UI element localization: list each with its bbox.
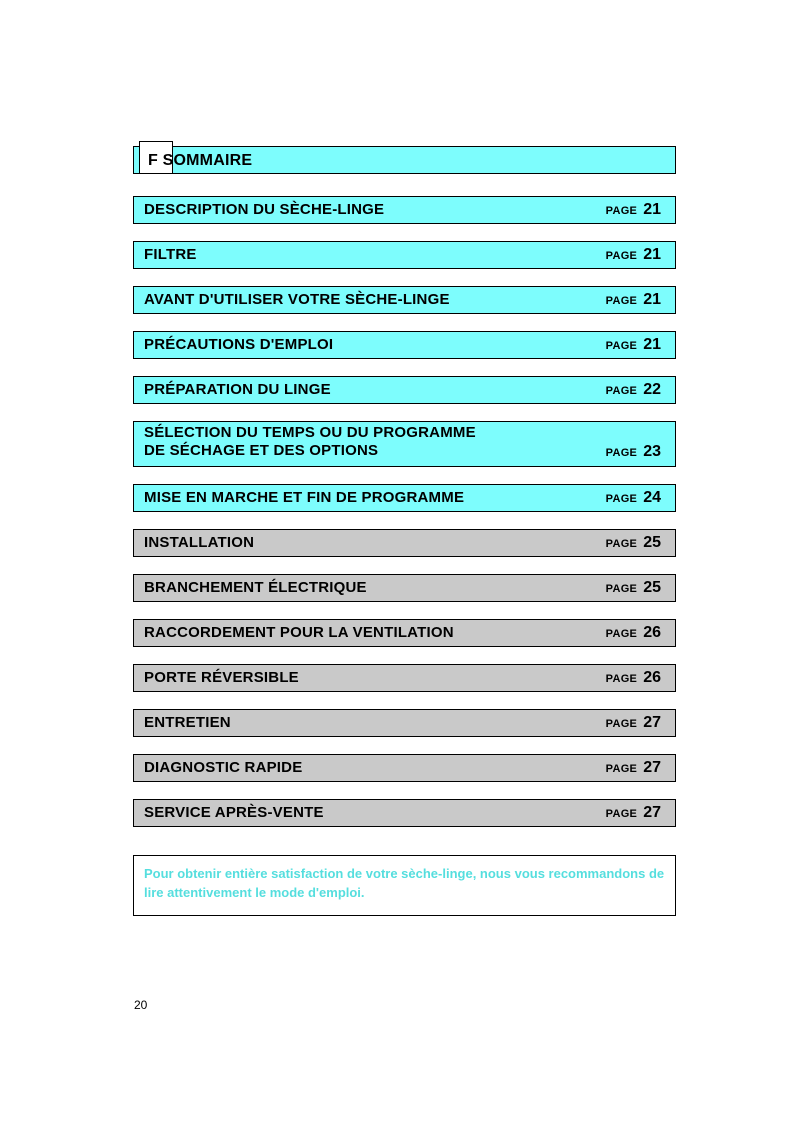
page-number-value: 27 [643, 804, 661, 821]
toc-entry-page [606, 669, 661, 687]
toc-entry-page [606, 291, 661, 309]
table-of-contents [133, 196, 676, 827]
page-number-value: 21 [643, 246, 661, 263]
toc-entry-title: PORTE RÉVERSIBLE [144, 668, 299, 686]
toc-row-avant-utiliser [133, 286, 676, 314]
toc-entry-title: MISE EN MARCHE ET FIN DE PROGRAMME [144, 488, 465, 506]
page-word: PAGE [605, 250, 638, 262]
toc-entry-title: SERVICE APRÈS-VENTE [144, 803, 324, 821]
page-word: PAGE [605, 340, 638, 352]
toc-entry-page [606, 714, 661, 732]
recommendation-note-box [133, 855, 676, 916]
toc-entry-title: RACCORDEMENT POUR LA VENTILATION [144, 623, 454, 641]
page-number-value: 21 [643, 201, 661, 218]
toc-entry-title: ENTRETIEN [144, 713, 231, 731]
page-word: PAGE [605, 385, 638, 397]
page-number-value: 23 [643, 443, 661, 460]
toc-entry-page [606, 246, 661, 264]
page-number-value: 24 [643, 489, 661, 506]
page-word: PAGE [605, 447, 638, 459]
page-word: PAGE [605, 205, 638, 217]
page-number-value: 21 [643, 336, 661, 353]
toc-content [133, 146, 676, 916]
toc-entry-title-line2: DE SÉCHAGE ET DES OPTIONS [144, 442, 379, 460]
toc-entry-title: DIAGNOSTIC RAPIDE [144, 758, 303, 776]
toc-row-raccordement [133, 619, 676, 647]
page-word: PAGE [605, 493, 638, 505]
toc-entry-title: DESCRIPTION DU SÈCHE-LINGE [144, 200, 385, 218]
page-word: PAGE [605, 538, 638, 550]
toc-entry-title: PRÉPARATION DU LINGE [144, 380, 331, 398]
page-number-value: 26 [643, 624, 661, 641]
sommaire-header-bar [133, 146, 676, 174]
page-word: PAGE [605, 763, 638, 775]
toc-entry-page [606, 534, 661, 552]
page-number-value: 26 [643, 669, 661, 686]
toc-entry-page [606, 624, 661, 642]
toc-entry-title: PRÉCAUTIONS D'EMPLOI [144, 335, 334, 353]
recommendation-note-text: Pour obtenir entière satisfaction de votre sèche-linge, nous vous recommandons de lire attentivement le mode d'emploi. [144, 866, 665, 900]
page-number-value: 25 [643, 534, 661, 551]
sommaire-title: F SOMMAIRE [148, 152, 253, 169]
page-number-value: 21 [643, 291, 661, 308]
toc-row-service-apres-vente [133, 799, 676, 827]
toc-entry-title: BRANCHEMENT ÉLECTRIQUE [144, 578, 367, 596]
toc-entry-page [606, 443, 661, 461]
page-word: PAGE [605, 718, 638, 730]
toc-entry-page [606, 804, 661, 822]
toc-entry-title [144, 424, 476, 462]
page-word: PAGE [605, 808, 638, 820]
page-word: PAGE [605, 628, 638, 640]
toc-entry-page [606, 759, 661, 777]
footer-page-number: 20 [134, 998, 148, 1012]
toc-entry-page [606, 579, 661, 597]
toc-row-selection [133, 421, 676, 467]
page-number-value: 22 [643, 381, 661, 398]
toc-row-installation [133, 529, 676, 557]
toc-row-porte-reversible [133, 664, 676, 692]
toc-entry-title: FILTRE [144, 245, 197, 263]
toc-entry-title: INSTALLATION [144, 533, 255, 551]
toc-entry-title-line1: SÉLECTION DU TEMPS OU DU PROGRAMME [144, 423, 476, 441]
page-number-value: 27 [643, 759, 661, 776]
toc-row-mise-en-marche [133, 484, 676, 512]
page-word: PAGE [605, 673, 638, 685]
toc-entry-page [606, 336, 661, 354]
toc-row-precautions [133, 331, 676, 359]
toc-row-preparation [133, 376, 676, 404]
toc-entry-page [606, 201, 661, 219]
toc-row-entretien [133, 709, 676, 737]
toc-row-filtre [133, 241, 676, 269]
toc-entry-title: AVANT D'UTILISER VOTRE SÈCHE-LINGE [144, 290, 450, 308]
toc-row-description [133, 196, 676, 224]
toc-entry-page [606, 489, 661, 507]
toc-entry-page [606, 381, 661, 399]
toc-row-diagnostic [133, 754, 676, 782]
page-number-value: 27 [643, 714, 661, 731]
page-word: PAGE [605, 295, 638, 307]
page-word: PAGE [605, 583, 638, 595]
toc-row-branchement [133, 574, 676, 602]
page-number-value: 25 [643, 579, 661, 596]
